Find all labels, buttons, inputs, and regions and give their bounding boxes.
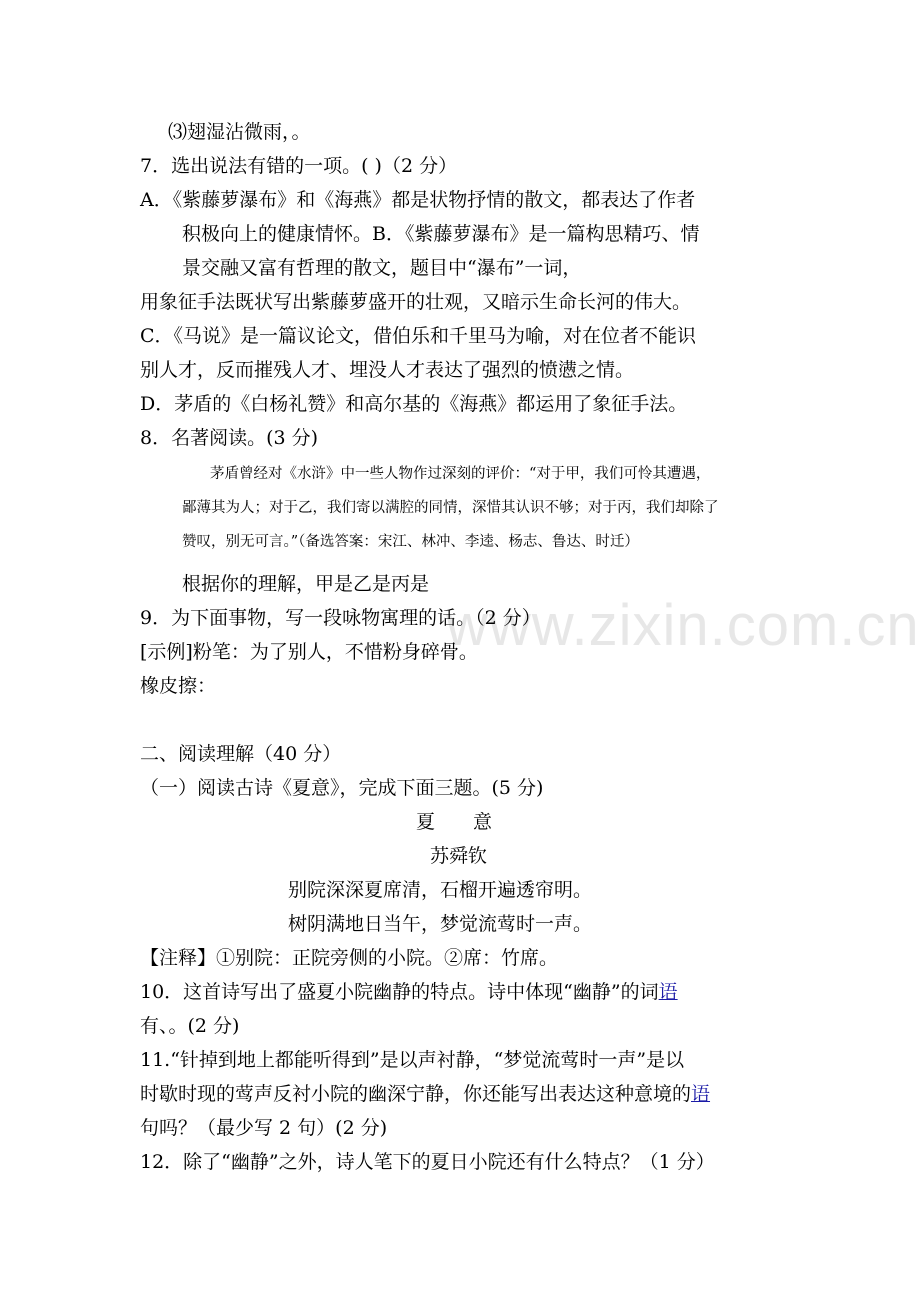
option-a-cont-b: 积极向上的健康情怀。B．《紫藤萝瀑布》是一篇构思精巧、情 — [182, 223, 700, 245]
question-8-answer: 根据你的理解，甲是乙是丙是 — [182, 573, 430, 595]
question-11-text: 时歇时现的莺声反衬小院的幽深宁静，你还能写出表达这种意境的 — [140, 1083, 692, 1105]
quote-line-1: 茅盾曾经对《水浒》中一些人物作过深刻的评价：“对于甲，我们可怜其遭遇， — [210, 466, 711, 482]
poem-line-2: 树阴满地日当午，梦觉流莺时一声。 — [288, 913, 593, 935]
option-c-cont: 别人才，反而摧残人才、埋没人才表达了强烈的愤懑之情。 — [140, 359, 635, 381]
question-12: 12．除了“幽静”之外，诗人笔下的夏日小院还有什么特点？（1 分） — [140, 1151, 715, 1173]
section-2-heading: 二、阅读理解（40 分） — [140, 743, 342, 765]
question-10-cont: 有、。(2 分) — [140, 1015, 240, 1037]
question-10-text: 10．这首诗写出了盛夏小院幽静的特点。诗中体现“幽静”的词 — [140, 981, 659, 1003]
question-9-eraser: 橡皮擦： — [140, 675, 217, 697]
question-10 — [140, 980, 678, 1004]
question-10-link[interactable]: 语 — [658, 981, 678, 1003]
question-7: 7．选出说法有错的一项。( )（2 分） — [140, 155, 458, 177]
poem-line-1: 别院深深夏席清，石榴开遍透帘明。 — [288, 879, 593, 901]
option-b-cont: 景交融又富有哲理的散文，题目中“瀑布”一词， — [182, 257, 582, 279]
question-9-example: [示例]粉笔：为了别人，不惜粉身碎骨。 — [140, 641, 478, 663]
answer-line-3: ⑶翅湿沾微雨，。 — [168, 121, 311, 143]
subsection-1-heading: （一）阅读古诗《夏意》，完成下面三题。(5 分) — [140, 777, 544, 799]
quote-line-3: 赞叹，别无可言。”（备选答案：宋江、林冲、李逵、杨志、鲁达、时迁） — [182, 534, 639, 550]
question-9: 9．为下面事物，写一段咏物寓理的话。（2 分） — [140, 607, 541, 629]
option-d: D．茅盾的《白杨礼赞》和高尔基的《海燕》都运用了象征手法。 — [140, 393, 688, 415]
poem-title: 夏 意 — [416, 811, 493, 833]
option-c: C．《马说》是一篇议论文，借伯乐和千里马为喻，对在位者不能识 — [140, 325, 697, 347]
option-a: A．《紫藤萝瀑布》和《海燕》都是状物抒情的散文，都表达了作者 — [140, 189, 696, 211]
question-11-link[interactable]: 语 — [691, 1083, 711, 1105]
question-11-cont-2: 句吗？（最少写 2 句）(2 分) — [140, 1117, 388, 1139]
poem-author: 苏舜钦 — [430, 845, 488, 867]
question-8: 8．名著阅读。(3 分) — [140, 427, 319, 449]
question-11-cont — [140, 1082, 710, 1106]
option-b-cont-2: 用象征手法既状写出紫藤萝盛开的壮观，又暗示生命长河的伟大。 — [140, 291, 692, 313]
quote-line-2: 鄙薄其为人；对于乙，我们寄以满腔的同情，深惜其认识不够；对于丙，我们却除了 — [182, 500, 719, 516]
watermark: www.zixin.com.cn — [446, 593, 920, 658]
question-11: 11.“针掉到地上都能听得到”是以声衬静，“梦觉流莺时一声”是以 — [140, 1049, 685, 1071]
poem-notes: 【注释】①别院：正院旁侧的小院。②席：竹席。 — [140, 947, 559, 969]
